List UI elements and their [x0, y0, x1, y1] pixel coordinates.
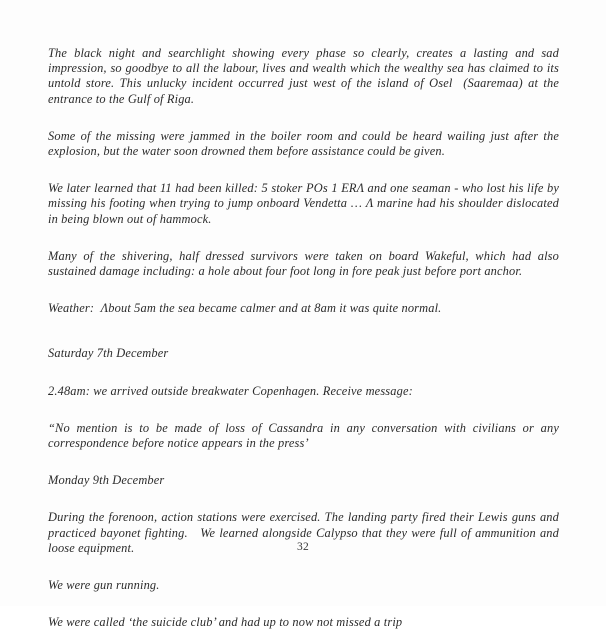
paragraph-missing-boiler-room: Some of the missing were jammed in the boiler room and could be heard wailing just after the explosion, but the water soon drowned them before assistance could be given. [48, 128, 563, 159]
paragraph-action-stations: During the forenoon, action stations were exercised. The landing party fired their Lewis guns and practiced bayonet fighting. We learned alongside Calypso that they were full of ammunition and loose equipment. [48, 510, 563, 555]
paragraph-spacer [48, 488, 559, 510]
section-spacer [48, 316, 559, 346]
paragraph-spacer [48, 279, 559, 301]
paragraph-quoted-message: “No mention is to be made of loss of Cassandra in any conversation with civilians or any correspondence before notice appears in the press’ [48, 420, 563, 451]
heading-monday-9th-december: Monday 9th December [48, 473, 165, 488]
paragraph-spacer [48, 362, 559, 384]
section-spacer [48, 451, 559, 473]
paragraph-black-night-searchlight: The black night and searchlight showing every phase so clearly, creates a lasting and sad impression, so goodbye to all the labour, lives and wealth which the wealthy sea has claimed to its untold store. This unlucky incident occurred just west of the island of Osel (Saaremaa) at the entrance to the Gulf of Riga. [48, 46, 563, 106]
page-number: 32 [297, 541, 309, 553]
paragraph-arrived-copenhagen: 2.48am: we arrived outside breakwater Copenhagen. Receive message: [48, 383, 413, 398]
paragraph-spacer [48, 556, 559, 578]
paragraph-suicide-club: We were called ‘the suicide club’ and had up to now not missed a trip [48, 615, 403, 630]
paragraph-gun-running: We were gun running. [48, 578, 160, 593]
paragraph-spacer [48, 593, 559, 615]
paragraph-survivors-wakeful: Many of the shivering, half dressed survivors were taken on board Wakeful, which had also sustained damage including: a hole about four foot long in fore peak just before port anchor. [48, 248, 563, 279]
paragraph-spacer [48, 107, 559, 129]
paragraph-spacer [48, 227, 559, 249]
heading-saturday-7th-december: Saturday 7th December [48, 346, 169, 361]
paragraph-weather: Weather: Λbout 5am the sea became calmer and at 8am it was quite normal. [48, 301, 442, 316]
paragraph-spacer [48, 159, 559, 181]
paragraph-eleven-killed: We later learned that 11 had been killed: 5 stoker POs 1 ERΛ and one seaman - who lost his life by missing his footing when trying to jump onboard Vendetta … Λ marine had his shoulder dislocated in being blown out of hammock. [48, 181, 563, 226]
paragraph-spacer [48, 399, 559, 421]
